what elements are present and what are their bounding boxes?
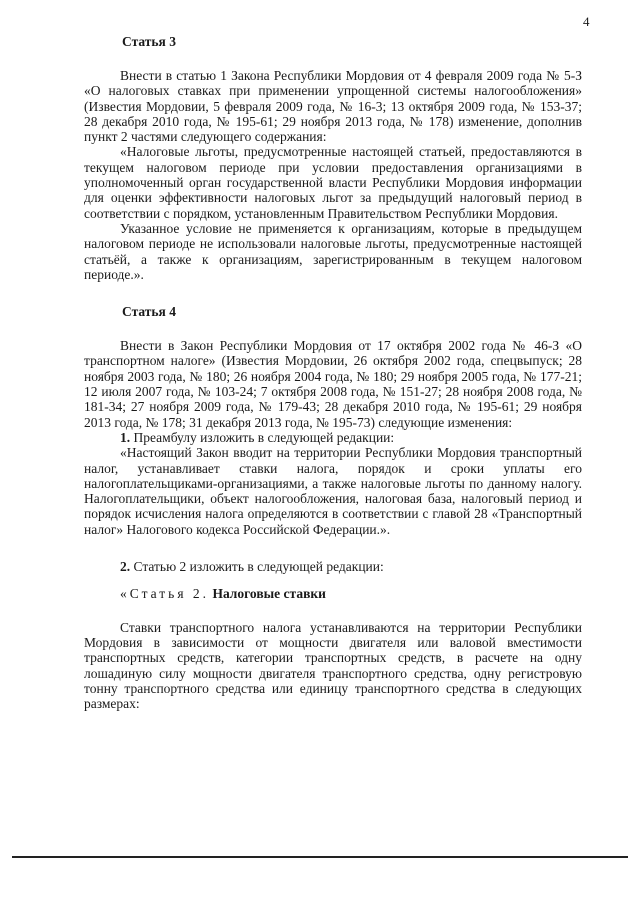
article-3-heading: Статья 3 <box>122 34 176 49</box>
item-number: 1. <box>120 429 131 445</box>
article-4-item-2 <box>84 559 582 574</box>
article-4-item-1 <box>84 430 582 445</box>
article-4-heading: Статья 4 <box>122 304 176 320</box>
footer-rule <box>12 856 628 858</box>
document-body <box>84 34 582 711</box>
article-2-prefix: «Статья 2. <box>120 586 210 602</box>
page-number: 4 <box>583 14 590 29</box>
item-number: 2. <box>120 559 131 575</box>
article-3-paragraph: Указанное условие не применяется к организациям, которые в предыдущем налоговом периоде не использовали налоговые льготы, предусмотренные настоящей статьёй, а также к организациям, зарегистрированным в текущем налоговом периоде.». <box>84 220 582 282</box>
item-text: Преамбулу изложить в следующей редакции: <box>130 429 395 445</box>
article-2-title-line <box>84 586 582 601</box>
article-3-paragraph: Внести в статью 1 Закона Республики Мордовия от 4 февраля 2009 года № 5-З «О налоговых ставках при применении упрощенной системы налогообложения» (Известия Мордовии, 5 февраля 2009 года, № 16-3; 13 октября 2009 года, № 153-37; 28 декабря 2010 года, № 195-61; 29 ноября 2013 года, № 178) изменение, дополнив пункт 2 частями следующего содержания: <box>84 68 582 145</box>
rates-paragraph: Ставки транспортного налога устанавливаются на территории Республики Мордовия в зависимости от мощности двигателя или валовой вместимости транспортных средств, категории транспортных средств, в расчете на одну лошадиную силу мощности двигателя транспортного средства, одну регистровую тонну транспортного средства или единицу транспортного средства в следующих размерах: <box>84 619 582 712</box>
preamble-text: «Настоящий Закон вводит на территории Республики Мордовия транспортный налог, устанавливает ставки налога, порядок и сроки уплаты его налогоплательщиками-организациями, а также налоговые льготы по данному налогу. Налогоплательщики, объект налогообложения, налоговая база, налоговый период и порядок исчисления налога определяются в соответствии с главой 28 «Транспортный налог» Налогового кодекса Российской Федерации.». <box>84 445 582 537</box>
article-3-paragraph: «Налоговые льготы, предусмотренные настоящей статьей, предоставляются в текущем налоговом периоде при условии предоставления организациями в уполномоченный орган государственной власти Республики Мордовия информации для оценки эффективности налоговых льгот за предыдущий налоговый период в соответствии с порядком, установленным Правительством Республики Мордовия. <box>84 144 582 221</box>
article-2-title: Налоговые ставки <box>212 586 326 602</box>
article-4-intro: Внести в Закон Республики Мордовия от 17 октября 2002 года № 46-З «О транспортном налоге» (Известия Мордовии, 26 октября 2002 года, спецвыпуск; 28 ноября 2003 года, № 180; 26 ноября 2004 года, № 180; 29 ноября 2005 года, № 177-21; 12 июля 2007 года, № 103-24; 7 октября 2008 года, № 151-27; 28 ноября 2008 года, № 181-34; 27 ноября 2009 года, № 179-43; 28 декабря 2010 года, № 195-61; 29 ноября 2013 года, № 178; 31 декабря 2013 года, № 195-73) следующие изменения: <box>84 338 582 430</box>
item-text: Статью 2 изложить в следующей редакции: <box>130 559 384 575</box>
